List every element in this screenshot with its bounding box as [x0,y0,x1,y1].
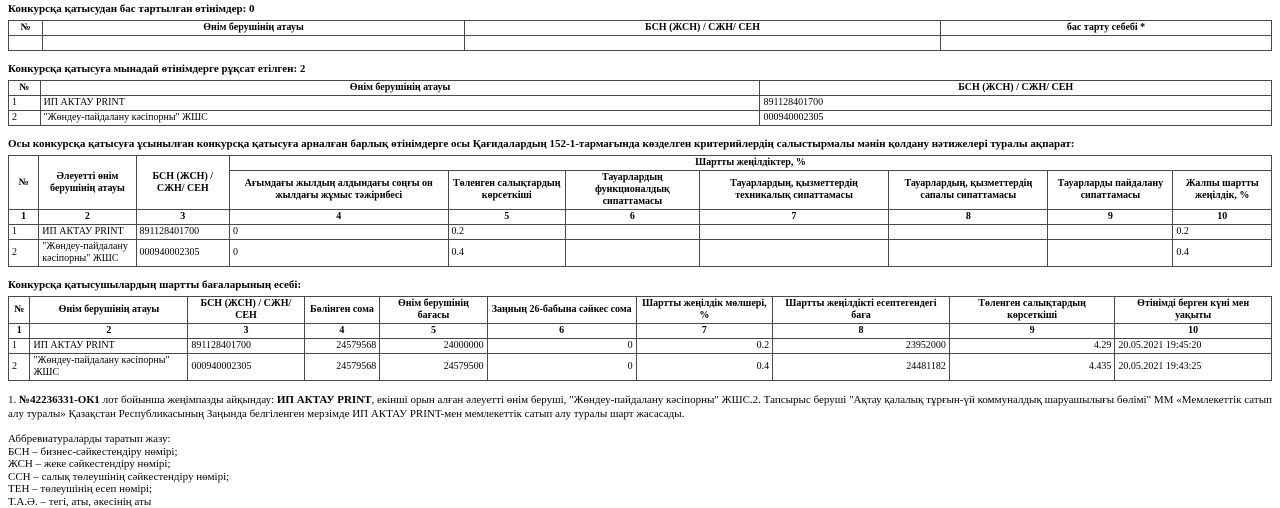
cell: 0 [230,240,449,267]
colnum: 10 [1173,210,1272,225]
col-header-price: Өнім берушінің бағасы [380,297,487,324]
col-header-allocated: Бөлінген сома [304,297,380,324]
calc-section-title: Конкурсқа қатысушылардың шартты бағаларының есебі: [8,279,1272,292]
calc-colnum-row [9,324,1272,339]
rejected-table [8,20,1272,51]
cell: 2 [9,240,39,267]
colnum: 9 [949,324,1114,339]
col-header-experience: Ағымдағы жылдың алдындағы соңғы он жылдағы жұмыс тәжірибесі [230,171,449,210]
decision-rest: , екінші орын алған әлеуетті өнім беруші, "Жөндеу-пайдалану кәсіпорны" ЖШС.2. Тапсырыс беруші "Ақтау қалалық тұрғын-үй коммуналдық шаруашылығы бөлімі" ММ «Мемлекеттік сатып алу туралы» Қазақстан Республикасының Заңында белгіленген мерзімде ИП АКТАУ PRINT-мен мемлекеттік сатып алу туралы шарт жасасады. [8,394,1272,420]
col-header-total-discount: Жалпы шартты жеңілдік, % [1173,171,1272,210]
col-header-functional: Тауарлардың функционалдық сипаттамасы [565,171,699,210]
abbreviation-item: ССН – салық төлеушінің сәйкестендіру нөмірі; [8,471,1272,484]
cell [565,225,699,240]
col-header-tax-indicator: Төленген салықтардың көрсеткіші [949,297,1114,324]
col-header-operation: Тауарларды пайдалану сипаттамасы [1048,171,1173,210]
col-header-reason: бас тарту себебі * [941,21,1272,36]
calc-table [8,296,1272,381]
col-header-submit-datetime: Өтінімді берген күні мен уақыты [1115,297,1272,324]
rejected-header-row [9,21,1272,36]
colnum: 1 [9,210,39,225]
cell: 24579568 [304,354,380,381]
table-row [9,354,1272,381]
admitted-header-row [9,81,1272,96]
colnum: 10 [1115,324,1272,339]
col-header-bin: БСН (ЖСН) / СЖН/ СЕН [188,297,304,324]
cell: 000940002305 [188,354,304,381]
cell: 0.2 [636,339,772,354]
cell: 20.05.2021 19:45:20 [1115,339,1272,354]
colnum: 2 [39,210,136,225]
cell: ИП АКТАУ PRINT [30,339,188,354]
criteria-table [8,155,1272,267]
cell: 891128401700 [136,225,229,240]
rejected-empty-row [9,36,1272,51]
col-header-discount-group: Шартты жеңілдіктер, % [230,156,1272,171]
colnum: 3 [188,324,304,339]
colnum: 3 [136,210,229,225]
col-header-supplier: Өнім берушінің атауы [40,81,760,96]
col-header-bin: БСН (ЖСН) / СЖН/ СЕН [136,156,229,210]
colnum: 6 [565,210,699,225]
abbreviation-item: ТЕН – төлеушінің есеп нөмірі; [8,483,1272,496]
table-row [9,111,1272,126]
cell [1048,240,1173,267]
table-row [9,225,1272,240]
cell-bin: 891128401700 [760,96,1272,111]
cell-num [9,36,43,51]
cell: 24000000 [380,339,487,354]
cell: "Жөндеу-пайдалану кәсіпорны" ЖШС [39,240,136,267]
cell-reason [941,36,1272,51]
abbreviations-title: Аббревиатураларды таратып жазу: [8,433,1272,446]
cell [699,225,888,240]
cell: 0 [230,225,449,240]
col-header-taxes: Төленген салықтардың көрсеткіші [448,171,565,210]
abbreviation-item: Т.А.Ә. – тегі, аты, әкесінің аты [8,496,1272,508]
cell: 24579500 [380,354,487,381]
col-header-num: № [9,21,43,36]
cell-num: 1 [9,96,41,111]
col-header-bin: БСН (ЖСН) / СЖН/ СЕН [760,81,1272,96]
rejected-section-title: Конкурсқа қатысудан бас тартылған өтінімдер: 0 [8,3,1272,16]
cell: 000940002305 [136,240,229,267]
table-row [9,240,1272,267]
colnum: 1 [9,324,30,339]
cell [699,240,888,267]
col-header-num: № [9,297,30,324]
admitted-table [8,80,1272,126]
colnum: 5 [380,324,487,339]
criteria-section-title: Осы конкурсқа қатысуға ұсынылған конкурсқа қатысуға арналған барлық өтінімдерге осы Қағидалардың 152-1-тармағында көзделген критерийлердің салыстырмалы мәнін қолдану нәтижелері туралы ақпарат: [8,138,1272,151]
cell: ИП АКТАУ PRINT [39,225,136,240]
cell-num: 2 [9,111,41,126]
col-header-discount-size: Шартты жеңілдік мөлшері, % [636,297,772,324]
decision-paragraph [8,394,1272,421]
col-header-article26: Заңның 26-бабына сәйкес сома [487,297,636,324]
abbreviation-item: БСН – бизнес-сәйкестендіру нөмірі; [8,446,1272,459]
cell-supplier: "Жөндеу-пайдалану кәсіпорны" ЖШС [40,111,760,126]
table-row [9,339,1272,354]
colnum: 7 [699,210,888,225]
colnum: 8 [773,324,950,339]
criteria-header-row-1 [9,156,1272,171]
cell: 0 [487,354,636,381]
cell [889,225,1048,240]
colnum: 8 [889,210,1048,225]
cell: 2 [9,354,30,381]
col-header-supplier: Өнім берушінің атауы [43,21,465,36]
calc-header-row [9,297,1272,324]
cell-bin: 000940002305 [760,111,1272,126]
cell: 0.4 [448,240,565,267]
abbreviation-item: ЖСН – жеке сәйкестендіру нөмірі; [8,458,1272,471]
col-header-quality: Тауарлардың, қызметтердің сапалы сипаттамасы [889,171,1048,210]
cell: 4.29 [949,339,1114,354]
abbreviations-block [8,433,1272,508]
cell [889,240,1048,267]
col-header-num: № [9,81,41,96]
cell: 20.05.2021 19:43:25 [1115,354,1272,381]
cell: 0.2 [1173,225,1272,240]
cell: 24481182 [773,354,950,381]
col-header-num: № [9,156,39,210]
colnum: 2 [30,324,188,339]
admitted-section-title: Конкурсқа қатысуға мынадай өтінімдерге рұқсат етілген: 2 [8,63,1272,76]
col-header-bin: БСН (ЖСН) / СЖН/ СЕН [464,21,940,36]
cell-supplier: ИП АКТАУ PRINT [40,96,760,111]
cell: 1 [9,339,30,354]
decision-prefix: 1. [8,394,19,406]
cell: 1 [9,225,39,240]
cell-supplier [43,36,465,51]
col-header-supplier: Әлеуетті өнім берушінің атауы [39,156,136,210]
cell: 0.4 [1173,240,1272,267]
cell: 4.435 [949,354,1114,381]
col-header-technical: Тауарлардың, қызметтердің техникалық сипаттамасы [699,171,888,210]
cell: 0.2 [448,225,565,240]
colnum: 9 [1048,210,1173,225]
cell: 23952000 [773,339,950,354]
colnum: 7 [636,324,772,339]
cell [1048,225,1173,240]
cell: 0 [487,339,636,354]
table-row [9,96,1272,111]
colnum: 6 [487,324,636,339]
colnum: 4 [304,324,380,339]
cell-bin [464,36,940,51]
colnum: 4 [230,210,449,225]
cell [565,240,699,267]
colnum: 5 [448,210,565,225]
decision-mid: лот бойынша жеңімпазды айқындау: [100,394,277,406]
winner-name: ИП АКТАУ PRINT [277,394,372,406]
cell: 0.4 [636,354,772,381]
col-header-discounted-price: Шартты жеңілдікті есептегендегі баға [773,297,950,324]
cell: "Жөндеу-пайдалану кәсіпорны" ЖШС [30,354,188,381]
criteria-colnum-row [9,210,1272,225]
lot-number: №42236331-ОК1 [19,394,100,406]
cell: 891128401700 [188,339,304,354]
col-header-supplier: Өнім берушінің атауы [30,297,188,324]
cell: 24579568 [304,339,380,354]
